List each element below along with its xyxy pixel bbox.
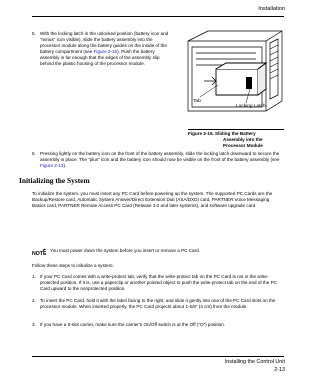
step-text: With the locking latch in the unlocked position (battery icon and “minus” icon visible), slide the battery assembly into the processor module along the battery guides on the inside of the battery compartment (see Figure 2-15). Push the battery assembly in far enough that the edges of the assembly slip behind the plastic housing of the processor module. xyxy=(40,31,169,67)
footer-chapter-title: Installing the Control Unit xyxy=(224,359,285,365)
step-number: 6. xyxy=(32,151,36,156)
svg-text:NOTE: NOTE xyxy=(32,251,46,257)
step-number: 2. xyxy=(32,298,36,303)
battery-assembly-illustration xyxy=(186,29,286,125)
step-6 xyxy=(32,151,284,171)
steps-intro: Follow these steps to initialize a system: xyxy=(32,263,114,268)
step-text: If you have a 5-slot carrier, make sure the carrier’s On/Off switch is at the Off (“O”) position. xyxy=(40,322,226,327)
intro-paragraph: To initialize the system, you must insert any PC Card before powering up the system. The supported PC Cards are the Backup/Restore card, Automatic System Answer/Direct Extension Dial (ASA/DXD) card, PARTNER Voice Messaging Basics card, PARTNER Remote Access PC Card (Release 3.0 and later systems), and software upgrade card. xyxy=(32,191,273,209)
step-text: If your PC Card comes with a write-protect tab, verify that the write-protect tab on the PC Card is not in the write-protected position. If it is, use a paperclip or another pointed object to push the write-protect tab on the end of the PC Card upward to the nonprotected position. xyxy=(40,274,277,292)
note-pencil-icon xyxy=(32,248,46,257)
header-rule xyxy=(32,16,284,17)
step-text: Pressing lightly on the battery icon on the front of the battery assembly, slide the locking latch downward to secure the assembly in place. The “plus” icon and the battery icon should now be visible on the front of the battery assembly (see Figure 2-13). xyxy=(40,151,280,169)
figure-caption-line-3: Processor Module xyxy=(223,143,263,148)
step-number: 3. xyxy=(32,322,36,327)
step-1 xyxy=(32,274,284,294)
step-number: 5. xyxy=(32,31,36,36)
footer-rule xyxy=(32,356,284,357)
step-3 xyxy=(32,322,284,330)
figure-link[interactable]: Figure 2-13 xyxy=(40,163,64,169)
note-text: You must power down the system before you insert or remove a PC Card. xyxy=(50,248,200,253)
step-5 xyxy=(32,31,174,91)
figure-label-tab: Tab xyxy=(193,99,201,104)
step-text: To insert the PC Card, hold it with the label facing to the right, and slide it gently into one of the PC Card slots on the processor module. When inserted properly, the PC Card projects about 1-5/8” (4 cm) from the module. xyxy=(40,298,276,310)
figure-label-latch: Locking Latch xyxy=(236,104,266,109)
figure-rule xyxy=(188,129,284,130)
step-2 xyxy=(32,298,284,318)
figure-caption-line-1: Figure 2-15. Sliding the Battery xyxy=(188,131,256,136)
section-heading: Initializing the System xyxy=(19,176,90,185)
page-number: 2-13 xyxy=(274,367,285,373)
running-header: Installation xyxy=(258,6,285,12)
step-number: 1. xyxy=(32,274,36,279)
figure-link[interactable]: Figure 2-15 xyxy=(93,49,118,55)
figure-caption-line-2: Assembly into the xyxy=(223,137,263,142)
